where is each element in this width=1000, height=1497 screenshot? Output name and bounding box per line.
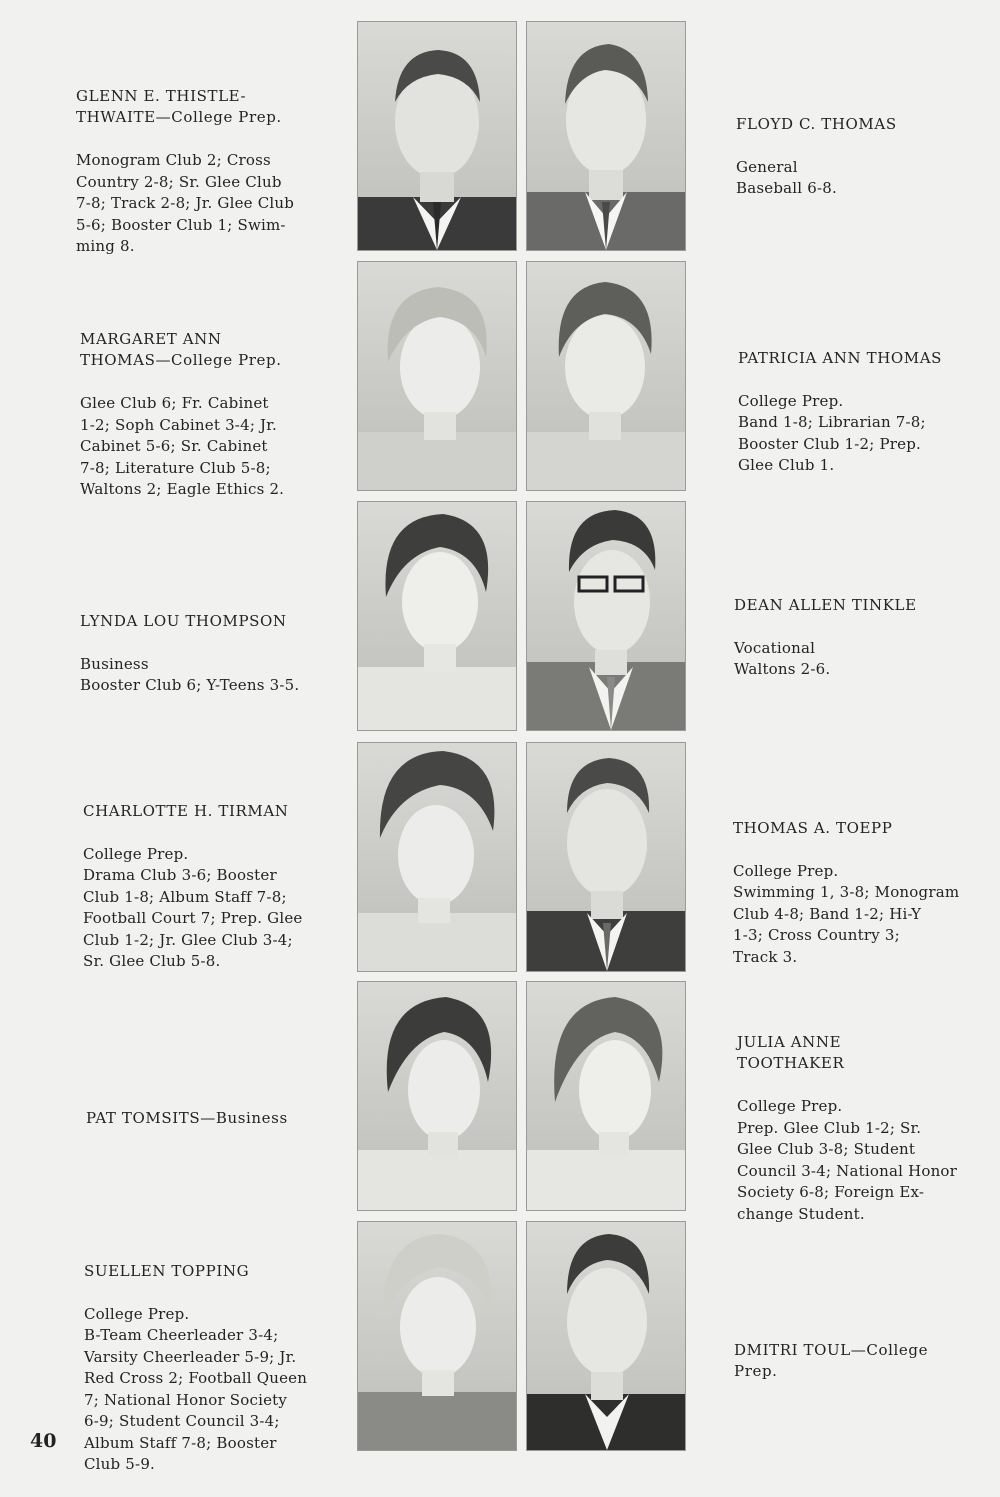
student-details: Glee Club 6; Fr. Cabinet 1-2; Soph Cabinet 3-4; Jr. Cabinet 5-6; Sr. Cabinet 7-8; Literature Club 5-8; Waltons 2; Eagle Ethics 2. (80, 394, 285, 498)
page-number: 40 (30, 1430, 57, 1452)
student-name: THOMAS A. TOEPP (733, 818, 893, 837)
portrait-photo (526, 501, 686, 731)
bio-lynda-thompson (80, 589, 330, 718)
bio-charlotte-tirman (83, 779, 323, 994)
student-details: Monogram Club 2; Cross Country 2-8; Sr. Glee Club 7-8; Track 2-8; Jr. Glee Club 5-6; Booster Club 1; Swim- ming 8. (76, 151, 295, 255)
bio-thomas-toepp (733, 796, 973, 990)
student-details: College Prep. B-Team Cheerleader 3-4; Varsity Cheerleader 5-9; Jr. Red Cross 2; Football Queen 7; National Honor Society 6-9; Student Council 3-4; Album Staff 7-8; Booster Club 5-9. (84, 1304, 308, 1473)
student-name: PATRICIA ANN THOMAS (738, 348, 943, 367)
portrait-photo (526, 21, 686, 251)
student-name: GLENN E. THISTLE- THWAITE—College Prep. (76, 86, 282, 126)
portrait-photo (357, 501, 517, 731)
student-name: LYNDA LOU THOMPSON (80, 611, 287, 630)
bio-dean-tinkle (734, 573, 984, 702)
student-name: CHARLOTTE H. TIRMAN (83, 801, 289, 820)
portrait-photo (357, 21, 517, 251)
bio-suellen-topping (84, 1239, 324, 1497)
student-name: DMITRI TOUL—College Prep. (734, 1340, 929, 1380)
portrait-photo (357, 1221, 517, 1451)
student-details: Vocational Waltons 2-6. (734, 638, 831, 678)
bio-patricia-thomas (738, 326, 978, 498)
bio-dmitri-toul (734, 1318, 974, 1426)
student-details: College Prep. Drama Club 3-6; Booster Club 1-8; Album Staff 7-8; Football Court 7; Prep. Glee Club 1-2; Jr. Glee Club 3-4; Sr. Glee Club 5-8. (83, 844, 303, 970)
portrait-photo (526, 981, 686, 1211)
student-details: Business Booster Club 6; Y-Teens 3-5. (80, 654, 300, 694)
student-name: JULIA ANNE TOOTHAKER (737, 1032, 845, 1072)
bio-margaret-thomas (80, 307, 320, 522)
portrait-photo (357, 261, 517, 491)
student-name: MARGARET ANN THOMAS—College Prep. (80, 329, 282, 369)
portrait-photo (357, 742, 517, 972)
student-name: PAT TOMSITS—Business (86, 1108, 288, 1127)
portrait-photo (526, 742, 686, 972)
student-details: College Prep. Band 1-8; Librarian 7-8; Booster Club 1-2; Prep. Glee Club 1. (738, 391, 926, 474)
portrait-photo (526, 261, 686, 491)
student-details: College Prep. Swimming 1, 3-8; Monogram Club 4-8; Band 1-2; Hi-Y 1-3; Cross Country 3; Track 3. (733, 861, 960, 966)
bio-glenn-thistlethwaite (76, 64, 316, 279)
student-details: General Baseball 6-8. (736, 157, 837, 197)
student-details: College Prep. Prep. Glee Club 1-2; Sr. Glee Club 3-8; Student Council 3-4; National Honor Society 6-8; Foreign Ex- change Student. (737, 1097, 958, 1223)
bio-julia-toothaker (737, 1010, 977, 1247)
student-name: DEAN ALLEN TINKLE (734, 595, 917, 614)
portrait-photo (357, 981, 517, 1211)
portrait-photo (526, 1221, 686, 1451)
student-name: SUELLEN TOPPING (84, 1261, 250, 1280)
student-name: FLOYD C. THOMAS (736, 114, 897, 133)
bio-pat-tomsits (86, 1086, 336, 1172)
bio-floyd-thomas (736, 92, 976, 221)
